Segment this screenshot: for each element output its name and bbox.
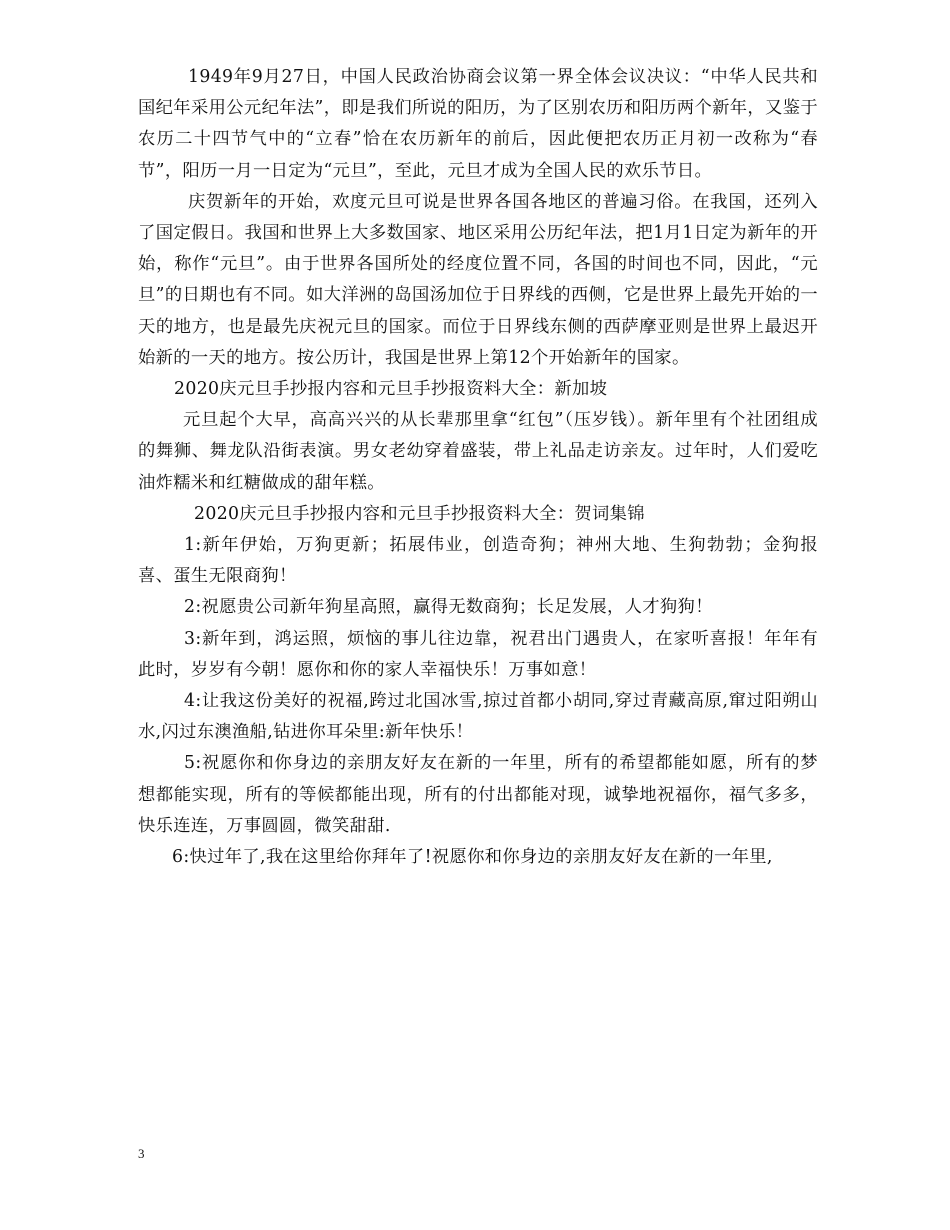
- greeting-item-5: 5:祝愿你和你身边的亲朋友好友在新的一年里，所有的希望都能如愿，所有的梦想都能实现，所有的等候都能出现，所有的付出都能对现，诚挚地祝福你，福气多多，快乐连连，万事圆圆，微笑甜甜.: [138, 753, 818, 836]
- greeting-item-3: 3:新年到，鸿运照，烦恼的事儿往边靠，祝君出门遇贵人，在家听喜报！年年有此时，岁岁有今朝！愿你和你的家人幸福快乐！万事如意！: [138, 628, 818, 680]
- heading-greetings: 2020庆元旦手抄报内容和元旦手抄报资料大全：贺词集锦: [194, 503, 645, 524]
- greeting-item-4: 4:让我这份美好的祝福,跨过北国冰雪,掠过首都小胡同,穿过青藏高原,窜过阳朔山水,闪过东澳渔船,钻进你耳朵里:新年快乐！: [138, 691, 818, 743]
- paragraph-new-year-customs: 庆贺新年的开始，欢度元旦可说是世界各国各地区的普遍习俗。在我国，还列入了国定假日。我国和世界上大多数国家、地区采用公历纪年法，把1月1日定为新年的开始，称作“元旦”。由于世界各国所处的经度位置不同，各国的时间也不同，因此，“元旦”的日期也有不同。如大洋洲的岛国汤加位于日界线的西侧，它是世界上最先开始的一天的地方，也是最先庆祝元旦的国家。而位于日界线东侧的西萨摩亚则是世界上最迟开始新的一天的地方。按公历计，我国是世界上第12个开始新年的国家。: [138, 191, 818, 368]
- paragraph-singapore: 元旦起个大早，高高兴兴的从长辈那里拿“红包”（压岁钱）。新年里有个社团组成的舞狮、舞龙队沿街表演。男女老幼穿着盛装，带上礼品走访亲友。过年时，人们爱吃油炸糯米和红糖做成的甜年糕。: [138, 410, 818, 493]
- greeting-item-1: 1:新年伊始，万狗更新；拓展伟业，创造奇狗；神州大地、生狗勃勃；金狗报喜、蛋生无限商狗！: [138, 535, 818, 587]
- greeting-item-6: 6:快过年了,我在这里给你拜年了!祝愿你和你身边的亲朋友好友在新的一年里,: [172, 847, 773, 868]
- paragraph-history: 1949年9月27日，中国人民政治协商会议第一界全体会议决议：“中华人民共和国纪年采用公元纪年法”，即是我们所说的阳历，为了区别农历和阳历两个新年，又鉴于农历二十四节气中的“立春”恰在农历新年的前后，因此便把农历正月初一改称为“春节”，阳历一月一日定为“元旦”，至此，元旦才成为全国人民的欢乐节日。: [138, 67, 818, 181]
- greeting-item-2: 2:祝愿贵公司新年狗星高照，赢得无数商狗；长足发展，人才狗狗！: [184, 597, 713, 618]
- heading-singapore: 2020庆元旦手抄报内容和元旦手抄报资料大全：新加坡: [174, 379, 608, 400]
- body-text: [138, 62, 818, 873]
- page-number: 3: [138, 1146, 145, 1161]
